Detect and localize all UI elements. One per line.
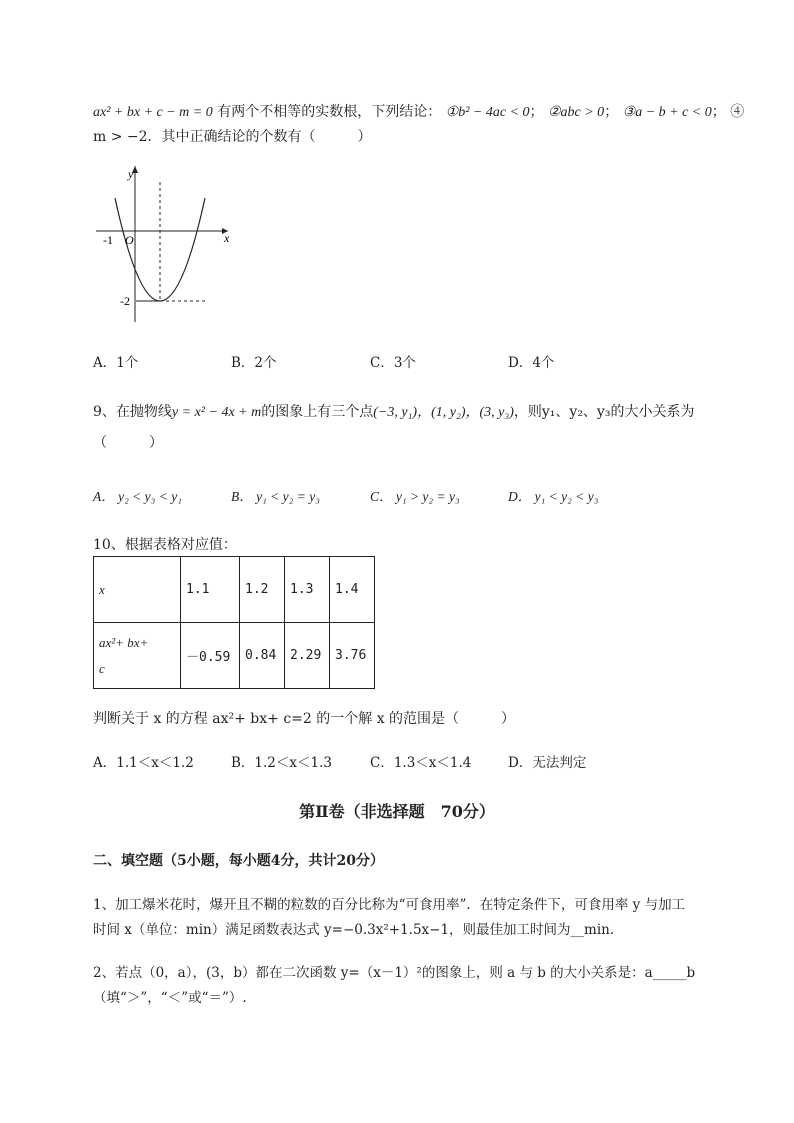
q10-option-b: B．1.2＜x＜1.3 [231, 755, 332, 771]
q8-equation: ax² + bx + c − m = 0 [93, 105, 213, 120]
fill1-line2: 时间 x（单位：min）满足函数表达式 y=−0.3x²+1.5x−1，则最佳加工时间为__min. [93, 922, 615, 938]
q9-paren: （ ） [93, 435, 163, 451]
q8-option-d: D．4个 [508, 355, 555, 371]
q9-option-a: A． y₂ < y₃ < y₁ [93, 489, 182, 504]
q8-stem-line2: m > −2．其中正确结论的个数有（ ） [93, 129, 372, 145]
table-cell: 1.2 [240, 557, 285, 623]
fill2-line2: （填“＞”，“＜”或“＝”）. [93, 990, 247, 1006]
table-head-expression-part1: ax²+ bx+ [99, 634, 149, 650]
table-cell: 3.76 [330, 623, 375, 689]
table-head-x: x [94, 557, 181, 623]
table-cell: 1.3 [285, 557, 330, 623]
q9-stem [93, 401, 694, 421]
table-row [94, 623, 375, 689]
table-cell: 1.1 [181, 557, 240, 623]
q8-parabola-graph [90, 160, 250, 330]
q8-conclusion-4-mark: ④ [730, 104, 745, 120]
q10-option-c: C．1.3＜x＜1.4 [370, 755, 472, 771]
q8-stem-text: 有两个不相等的实数根，下列结论： [217, 104, 442, 120]
q9-middle: 的图象上有三个点 [261, 404, 374, 420]
q8-conclusion-1: ①b² − 4ac < 0 [445, 105, 530, 120]
q9-option-b: B． y₁ < y₂ = y₃ [231, 489, 320, 504]
q10-option-a: A．1.1＜x＜1.2 [93, 755, 194, 771]
q9-option-d: D． y₁ < y₂ < y₃ [508, 489, 599, 504]
fill2-line1: 2、若点（0，a），(3，b）都在二次函数 y=（x－1）²的图象上，则 a 与 b 的大小关系是：a_____b [93, 965, 696, 981]
neg-one-label: -1 [103, 233, 113, 247]
q8-conclusion-3: ③a − b + c < 0 [622, 105, 712, 120]
q8-stem-line1: ax² + bx + c − m = 0 有两个不相等的实数根，下列结论： ①b² − 4ac < 0； ②abc > 0； ③a − b + c < 0； ④ [93, 104, 745, 120]
section-2-title: 第Ⅱ卷（非选择题 70分） [299, 802, 495, 821]
fill1-line1: 1、加工爆米花时，爆开且不糊的粒数的百分比称为“可食用率”．在特定条件下，可食用率 y 与加工 [93, 897, 686, 913]
q9-equation: y = x² − 4x + m [171, 405, 262, 420]
q9-option-c: C． y₁ > y₂ = y₃ [370, 489, 460, 504]
section-2-subtitle: 二、填空题（5小题，每小题4分，共计20分） [93, 853, 384, 869]
q8-option-c: C．3个 [370, 355, 416, 371]
table-cell: －0.59 [181, 623, 240, 689]
q9-prefix: 9、在抛物线 [93, 404, 172, 420]
q10-value-table [93, 556, 375, 689]
q8-option-a: A．1个 [93, 355, 139, 371]
q8-option-b: B．2个 [231, 355, 277, 371]
table-row [94, 557, 375, 623]
q10-title: 10、根据表格对应值： [93, 537, 237, 553]
x-axis-label: x [224, 231, 230, 245]
table-cell: 1.4 [330, 557, 375, 623]
q9-suffix: ，则y₁、y₂、y₃的大小关系为 [513, 404, 695, 420]
q8-conclusion-2: ②abc > 0 [547, 105, 605, 120]
q9-points: (−3, y₁)，(1, y₂)，(3, y₃) [373, 405, 514, 420]
q10-question: 判断关于 x 的方程 ax²+ bx+ c=2 的一个解 x 的范围是（ ） [93, 711, 516, 727]
q10-option-d: D．无法判定 [508, 755, 587, 771]
table-head-expression-part2: c [99, 660, 105, 676]
origin-label: O [125, 233, 134, 247]
table-cell: 2.29 [285, 623, 330, 689]
table-cell: 0.84 [240, 623, 285, 689]
table-head-expression [94, 623, 181, 689]
neg-two-label: -2 [120, 294, 130, 308]
y-axis-label: y [128, 167, 134, 181]
